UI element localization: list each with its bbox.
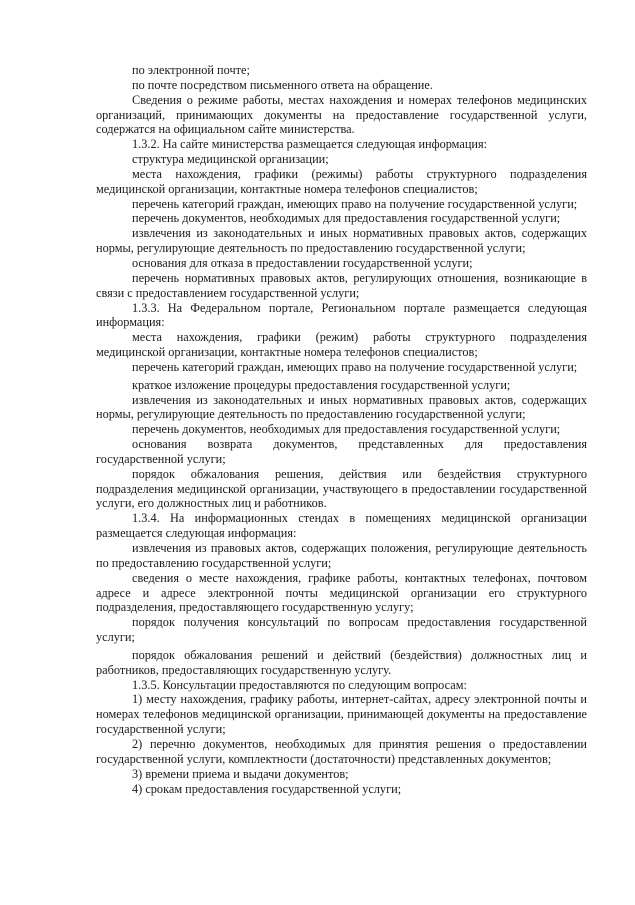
list-item: порядок обжалования решений и действий (бездействия) должностных лиц и работников, предоставляющих государственную услугу. [96, 647, 587, 677]
list-item: перечень документов, необходимых для предоставления государственной услуги; [132, 422, 561, 437]
section-1-3-5-heading: 1.3.5. Консультации предоставляются по следующим вопросам: [132, 677, 467, 692]
paragraph-email: по электронной почте; [132, 63, 250, 77]
list-item: структура медицинской организации; [132, 152, 329, 167]
list-item: 3) времени приема и выдачи документов; [132, 766, 349, 781]
list-item: перечень категорий граждан, имеющих право на получение государственной услуги; [132, 359, 578, 374]
section-1-3-4-heading: 1.3.4. На информационных стендах в помещениях медицинской организации размещается следующая информация: [96, 511, 587, 541]
list-item: краткое изложение процедуры предоставления государственной услуги; [132, 377, 511, 392]
list-item: извлечения из правовых актов, содержащих положения, регулирующие деятельность по предоставлению государственной услуги; [96, 541, 587, 570]
list-item: перечень нормативных правовых актов, регулирующих отношения, возникающие в связи с предоставлением государственной услуги; [96, 270, 587, 300]
list-item: извлечения из законодательных и иных нормативных правовых актов, содержащих нормы, регулирующие деятельность по предоставлению государственной услуги; [96, 392, 587, 422]
section-1-3-2-heading: 1.3.2. На сайте министерства размещается следующая информация: [132, 137, 488, 152]
list-item: основания возврата документов, представленных для предоставления государственной услуги; [96, 437, 587, 466]
list-item: места нахождения, графики (режимы) работы структурного подразделения медицинской организации, контактные номера телефонов специалистов; [96, 166, 587, 196]
section-1-3-3-heading: 1.3.3. На Федеральном портале, Региональном портале размещается следующая информация: [96, 300, 587, 330]
list-item: 1) месту нахождения, графику работы, интернет-сайтах, адресу электронной почты и номерах телефонов медицинской организации, принимающей документы на предоставление государственной услуги; [96, 692, 587, 737]
list-item: извлечения из законодательных и иных нормативных правовых актов, содержащих нормы, регулирующие деятельность по предоставлению государственной услуги; [96, 226, 587, 256]
list-item: 2) перечню документов, необходимых для принятия решения о предоставлении государственной услуги, комплектности (достаточности) представленных документов; [96, 736, 587, 766]
list-item: места нахождения, графики (режим) работы структурного подразделения медицинской организации, контактные номера телефонов специалистов; [96, 330, 587, 360]
paragraph-info-on-site: Сведения о режиме работы, местах нахождения и номерах телефонов медицинских организаций, принимающих документы на предоставление государственной услуги, содержатся на официальном сайте министерства. [96, 92, 587, 137]
list-item: основания для отказа в предоставлении государственной услуги; [132, 255, 473, 270]
list-item: порядок получения консультаций по вопросам предоставления государственной услуги; [96, 615, 587, 645]
paragraph-post: по почте посредством письменного ответа на обращение. [132, 77, 433, 92]
list-item: перечень категорий граждан, имеющих право на получение государственной услуги; [132, 196, 578, 211]
list-item: порядок обжалования решения, действия или бездействия структурного подразделения медицинской организации, участвующего в предоставлении государственной услуги, его должностных лиц и работников. [96, 466, 587, 511]
document-page [96, 63, 587, 796]
list-item: перечень документов, необходимых для предоставления государственной услуги; [132, 211, 561, 226]
list-item: сведения о месте нахождения, графике работы, контактных телефонах, почтовом адресе и адресе электронной почты медицинской организации его структурного подразделения, предоставляющего государственную услугу; [96, 570, 587, 615]
list-item: 4) срокам предоставления государственной услуги; [132, 781, 402, 796]
